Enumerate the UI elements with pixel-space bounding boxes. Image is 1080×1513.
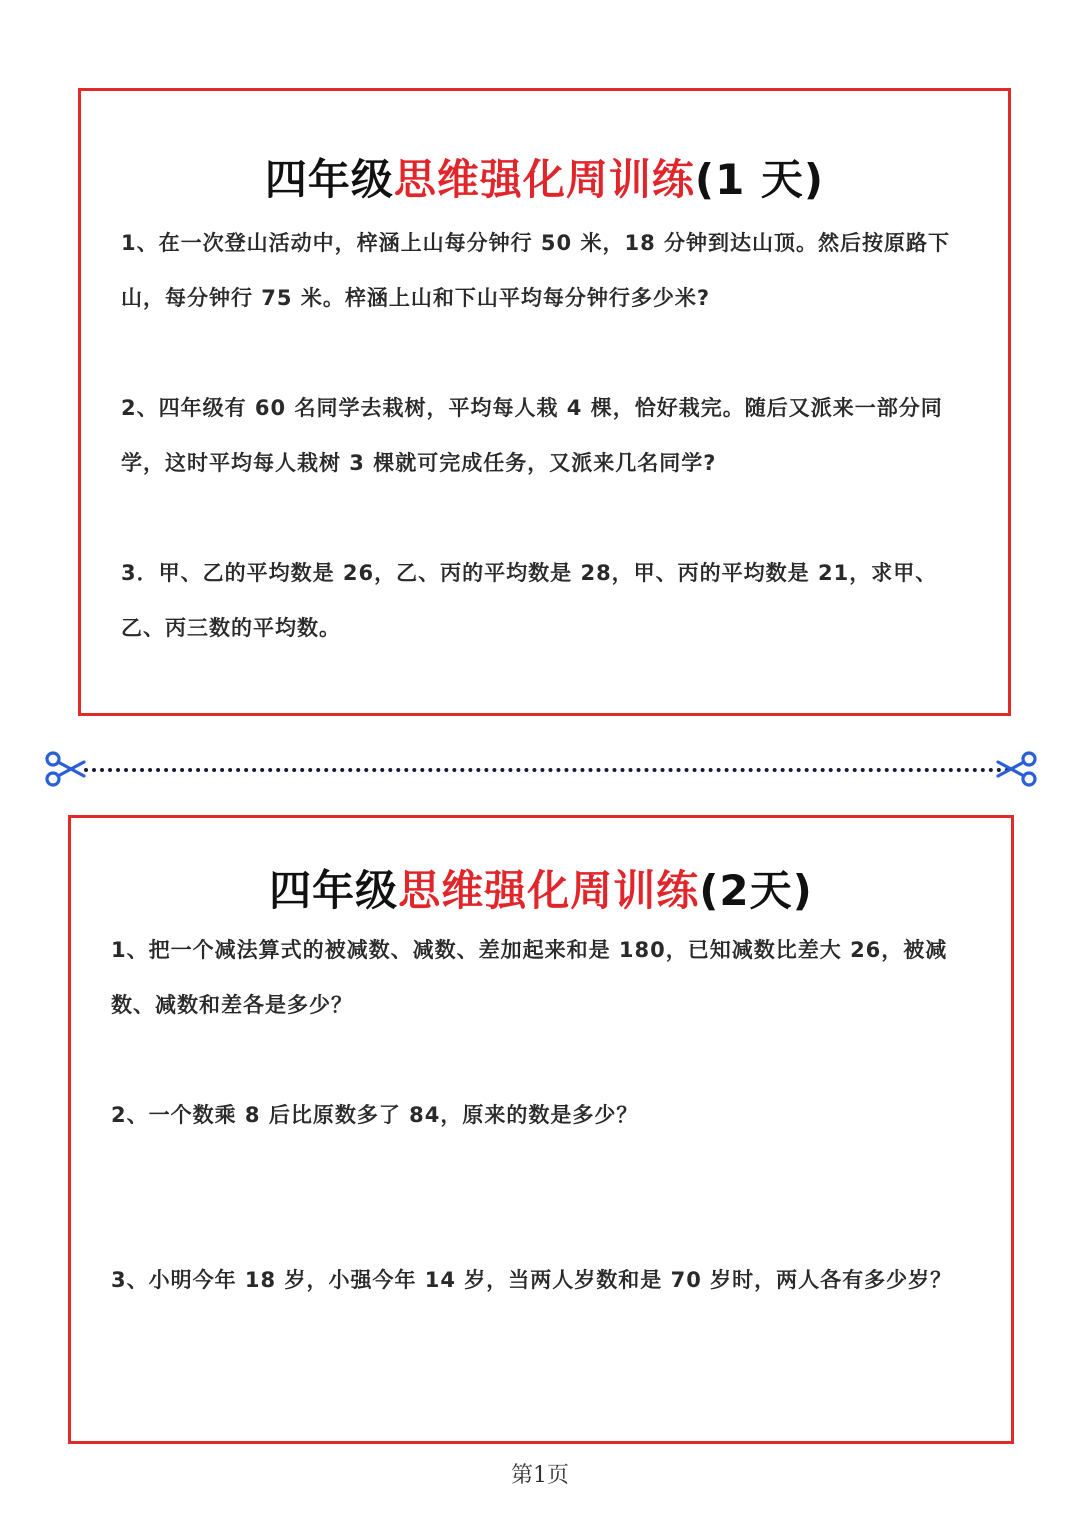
title-grade: 四年级 [264, 155, 394, 204]
title-day: (1 天) [694, 155, 825, 204]
title-day: (2天) [699, 866, 813, 915]
question-3: 3、小明今年 18 岁，小强今年 14 岁，当两人岁数和是 70 岁时，两人各有多少岁？ [111, 1268, 953, 1292]
dotted-divider [84, 768, 1010, 772]
question-3: 3．甲、乙的平均数是 26，乙、丙的平均数是 28，甲、丙的平均数是 21，求甲、乙、丙三数的平均数。 [121, 561, 938, 640]
page-number: 第1页 [511, 1463, 569, 1488]
cut-line [0, 745, 1080, 795]
question-2: 2、四年级有 60 名同学去栽树，平均每人栽 4 棵，恰好栽完。随后又派来一部分同学，这时平均每人栽树 3 棵就可完成任务，又派来几名同学? [121, 396, 943, 475]
question-2: 2、一个数乘 8 后比原数多了 84，原来的数是多少？ [111, 1103, 639, 1127]
worksheet-card-day-1 [78, 88, 1011, 716]
title-highlight: 思维强化周训练 [398, 866, 700, 915]
worksheet-card-day-2 [68, 815, 1014, 1444]
title-grade: 四年级 [269, 866, 399, 915]
scissors-icon [994, 749, 1038, 789]
title-highlight: 思维强化周训练 [393, 155, 695, 204]
question-1: 1、在一次登山活动中，梓涵上山每分钟行 50 米，18 分钟到达山顶。然后按原路下山，每分钟行 75 米。梓涵上山和下山平均每分钟行多少米? [121, 231, 950, 310]
question-1: 1、把一个减法算式的被减数、减数、差加起来和是 180，已知减数比差大 26，被减数、减数和差各是多少？ [111, 938, 948, 1017]
card-title [81, 147, 1008, 207]
scissors-icon [44, 749, 88, 789]
card-title [71, 858, 1011, 918]
